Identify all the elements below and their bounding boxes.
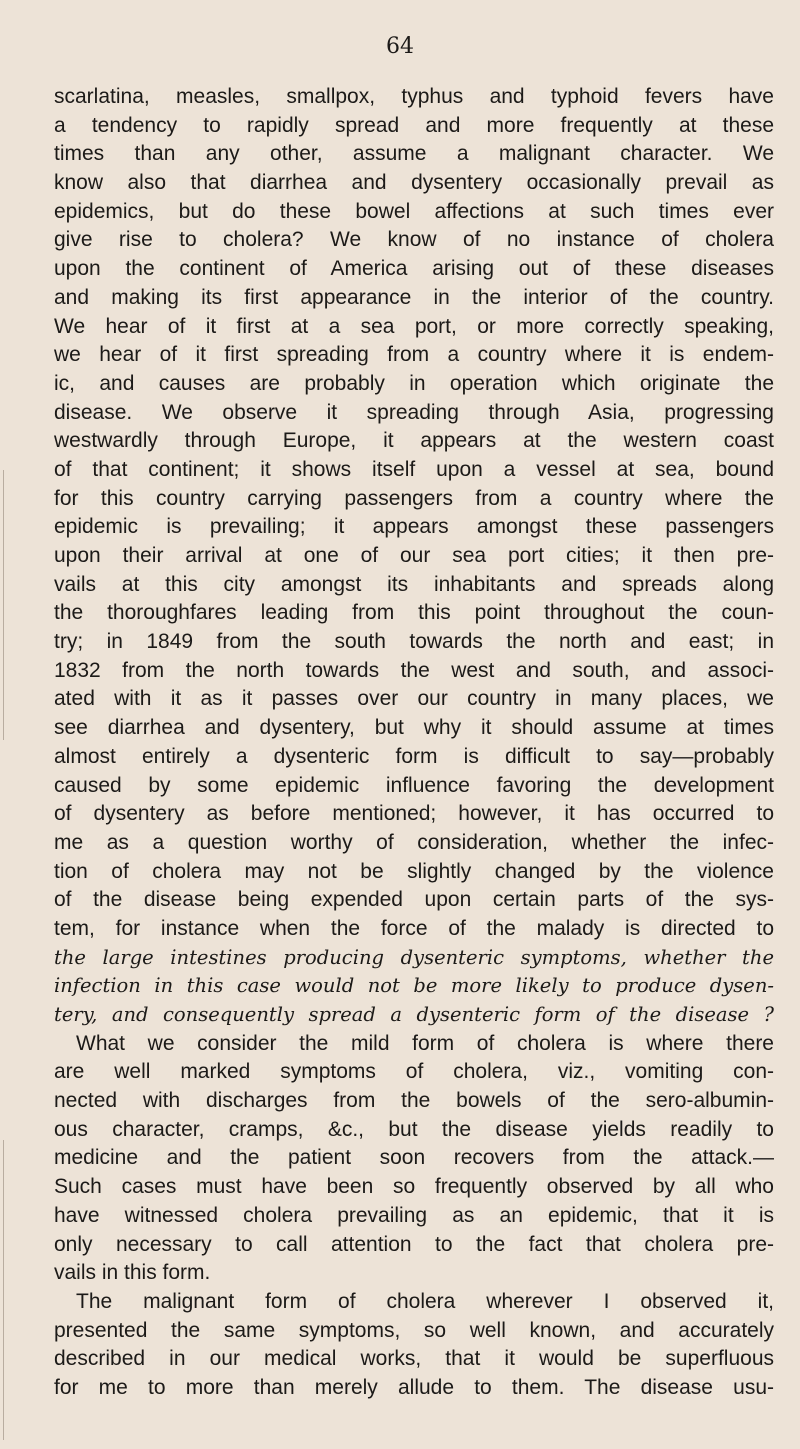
- text-line: of dysentery as before mentioned; however, it has occurred to: [54, 802, 774, 826]
- text-line: me as a question worthy of consideration, whether the infec-: [54, 830, 774, 854]
- text-line: know also that diarrhea and dysentery occasionally prevail as: [54, 171, 774, 195]
- text-line: Such cases must have been so frequently observed by all who: [54, 1175, 774, 1199]
- text-line: We hear of it first at a sea port, or more correctly speaking,: [54, 314, 774, 338]
- text-line: upon the continent of America arising out of these diseases: [54, 257, 774, 281]
- text-line: times than any other, assume a malignant character. We: [54, 142, 774, 166]
- text-line: nected with discharges from the bowels of the sero-albumin-: [54, 1089, 774, 1113]
- text-line: for this country carrying passengers from a country where the: [54, 486, 774, 510]
- text-line: ous character, cramps, &c., but the disease yields readily to: [54, 1117, 774, 1141]
- text-line: westwardly through Europe, it appears at the western coast: [54, 429, 774, 453]
- text-line: vails in this form.: [54, 1261, 211, 1285]
- text-line: tion of cholera may not be slightly changed by the violence: [54, 859, 774, 883]
- text-line: presented the same symptoms, so well known, and accurately: [54, 1318, 774, 1342]
- text-line: almost entirely a dysenteric form is difficult to say—probably: [54, 744, 774, 768]
- text-line: upon their arrival at one of our sea port cities; it then pre-: [54, 544, 774, 567]
- text-line-italic: infection in this case would not be more likely to produce dysen-: [54, 974, 774, 998]
- text-line-italic: tery, and consequently spread a dysenteric form of the disease ?: [54, 1003, 774, 1026]
- text-line-italic: the large intestines producing dysenteric symptoms, whether the: [54, 945, 774, 969]
- text-line: disease. We observe it spreading through Asia, progressing: [54, 400, 774, 424]
- text-line: try; in 1849 from the south towards the north and east; in: [54, 630, 774, 654]
- text-line: medicine and the patient soon recovers from the attack.—: [54, 1146, 774, 1170]
- text-line: epidemic is prevailing; it appears amongst these passengers: [54, 515, 774, 539]
- text-line: ic, and causes are probably in operation which originate the: [54, 371, 774, 395]
- text-line: give rise to cholera? We know of no instance of cholera: [54, 228, 774, 252]
- text-line: for me to more than merely allude to them. The disease usu-: [54, 1375, 774, 1399]
- text-line: a tendency to rapidly spread and more frequently at these: [54, 113, 774, 137]
- body-text: [54, 83, 774, 1403]
- text-line: 1832 from the north towards the west and south, and associ-: [54, 658, 774, 682]
- text-line: The malignant form of cholera wherever I observed it,: [76, 1289, 774, 1313]
- gutter-line: [3, 470, 4, 740]
- page-number: 64: [386, 34, 414, 59]
- text-line: vails at this city amongst its inhabitants and spreads along: [54, 572, 774, 596]
- text-line: described in our medical works, that it would be superfluous: [54, 1347, 774, 1371]
- text-line: ated with it as it passes over our country in many places, we: [54, 687, 774, 711]
- text-line: we hear of it first spreading from a country where it is endem-: [54, 343, 774, 367]
- text-line: tem, for instance when the force of the malady is directed to: [54, 916, 774, 940]
- text-line: What we consider the mild form of cholera is where there: [76, 1031, 774, 1055]
- text-line: of that continent; it shows itself upon a vessel at sea, bound: [54, 457, 774, 481]
- text-line: of the disease being expended upon certain parts of the sys-: [54, 888, 774, 912]
- gutter-line: [3, 1140, 4, 1440]
- text-line: have witnessed cholera prevailing as an epidemic, that it is: [54, 1203, 774, 1227]
- text-line: see diarrhea and dysentery, but why it should assume at times: [54, 716, 774, 740]
- text-line: the thoroughfares leading from this point throughout the coun-: [54, 601, 774, 625]
- text-line: epidemics, but do these bowel affections at such times ever: [54, 199, 774, 223]
- text-line: and making its first appearance in the interior of the country.: [54, 285, 774, 309]
- text-line: are well marked symptoms of cholera, viz., vomiting con-: [54, 1060, 774, 1084]
- text-line: caused by some epidemic influence favoring the development: [54, 773, 774, 797]
- text-line: scarlatina, measles, smallpox, typhus and typhoid fevers have: [54, 85, 774, 108]
- text-line: only necessary to call attention to the fact that cholera pre-: [54, 1232, 774, 1256]
